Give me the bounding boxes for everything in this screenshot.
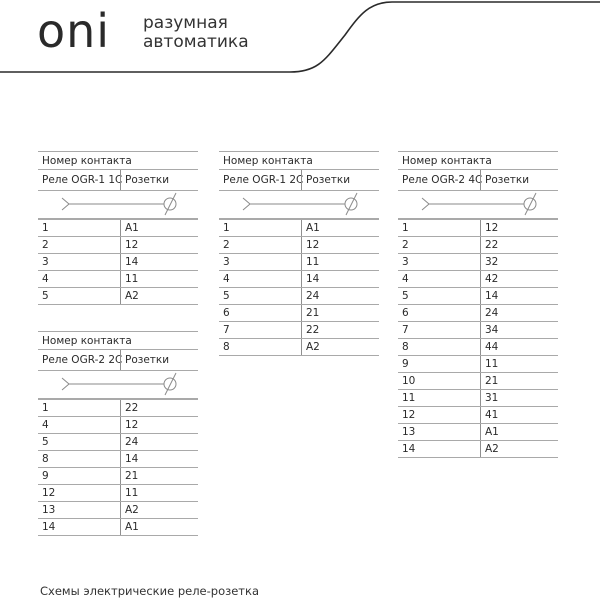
connection-diagram-row <box>398 191 558 220</box>
socket-contact: 32 <box>480 254 558 270</box>
socket-contact: 14 <box>120 451 198 467</box>
table-row <box>38 220 198 237</box>
table-row <box>398 339 558 356</box>
table-row <box>398 373 558 390</box>
connection-diagram-row <box>38 191 198 220</box>
table-title: Номер контакта <box>42 154 132 167</box>
contact-table-ogr-2-4c <box>398 151 558 458</box>
plug-to-socket-icon <box>38 191 198 218</box>
relay-header: Реле OGR-1 1C <box>42 174 123 186</box>
brand-tagline <box>143 14 249 52</box>
table-row <box>38 468 198 485</box>
contact-table-ogr-2-2c <box>38 331 198 536</box>
page-caption: Схемы электрические реле-розетка <box>40 584 259 598</box>
plug-to-socket-icon <box>398 191 558 218</box>
relay-contact: 12 <box>402 409 416 421</box>
table-row <box>38 519 198 536</box>
relay-contact: 2 <box>402 239 409 251</box>
relay-contact: 5 <box>223 290 230 302</box>
socket-contact: 11 <box>120 271 198 287</box>
relay-contact: 14 <box>42 521 56 533</box>
table-row <box>398 424 558 441</box>
table-row <box>219 271 379 288</box>
relay-contact: 13 <box>402 426 416 438</box>
socket-contact: 22 <box>120 400 198 416</box>
table-row <box>38 451 198 468</box>
relay-contact: 12 <box>42 487 56 499</box>
socket-contact: 12 <box>480 220 558 236</box>
socket-contact: 14 <box>480 288 558 304</box>
relay-contact: 8 <box>402 341 409 353</box>
table-title-row <box>38 151 198 170</box>
socket-contact: 12 <box>120 237 198 253</box>
relay-contact: 5 <box>402 290 409 302</box>
plug-to-socket-icon <box>38 371 198 398</box>
socket-contact: A1 <box>120 220 198 236</box>
socket-contact: 12 <box>301 237 379 253</box>
socket-contact: 21 <box>301 305 379 321</box>
socket-contact: 34 <box>480 322 558 338</box>
socket-contact: A1 <box>301 220 379 236</box>
relay-contact: 6 <box>402 307 409 319</box>
table-row <box>219 305 379 322</box>
table-header-row <box>38 350 198 371</box>
relay-header: Реле OGR-2 4C <box>402 174 483 186</box>
table-row <box>398 390 558 407</box>
socket-contact: A2 <box>120 502 198 518</box>
relay-contact: 9 <box>42 470 49 482</box>
table-row <box>38 237 198 254</box>
socket-contact: 11 <box>480 356 558 372</box>
table-row <box>219 288 379 305</box>
table-row <box>398 271 558 288</box>
table-row <box>38 434 198 451</box>
socket-contact: 12 <box>120 417 198 433</box>
socket-contact: 31 <box>480 390 558 406</box>
relay-contact: 7 <box>402 324 409 336</box>
contact-table-ogr-1-1c <box>38 151 198 305</box>
relay-header: Реле OGR-1 2C <box>223 174 304 186</box>
table-row <box>398 305 558 322</box>
relay-contact: 1 <box>223 222 230 234</box>
table-title-row <box>398 151 558 170</box>
table-row <box>38 288 198 305</box>
connection-diagram-row <box>38 371 198 400</box>
tagline-line-1: разумная <box>143 13 228 33</box>
socket-contact: A2 <box>120 288 198 304</box>
table-row <box>38 400 198 417</box>
table-row <box>38 485 198 502</box>
plug-to-socket-icon <box>219 191 379 218</box>
relay-contact: 5 <box>42 436 49 448</box>
socket-header: Розетки <box>120 170 198 190</box>
socket-contact: 21 <box>120 468 198 484</box>
contact-table-ogr-1-2c <box>219 151 379 356</box>
table-row <box>38 417 198 434</box>
socket-contact: 22 <box>480 237 558 253</box>
relay-header: Реле OGR-2 2C <box>42 354 123 366</box>
relay-contact: 1 <box>402 222 409 234</box>
table-row <box>398 356 558 373</box>
relay-contact: 3 <box>223 256 230 268</box>
relay-contact: 11 <box>402 392 416 404</box>
socket-header: Розетки <box>301 170 379 190</box>
socket-header: Розетки <box>120 350 198 370</box>
relay-contact: 14 <box>402 443 416 455</box>
table-row <box>38 271 198 288</box>
table-title: Номер контакта <box>223 154 313 167</box>
socket-contact: 11 <box>301 254 379 270</box>
socket-contact: 21 <box>480 373 558 389</box>
table-row <box>398 237 558 254</box>
table-header-row <box>38 170 198 191</box>
socket-contact: A2 <box>480 441 558 457</box>
connection-diagram-row <box>219 191 379 220</box>
relay-contact: 8 <box>42 453 49 465</box>
table-row <box>398 441 558 458</box>
relay-contact: 9 <box>402 358 409 370</box>
relay-contact: 2 <box>42 239 49 251</box>
table-row <box>398 220 558 237</box>
table-header-row <box>398 170 558 191</box>
brand-logo: oni <box>37 4 111 58</box>
relay-contact: 1 <box>42 402 49 414</box>
relay-contact: 2 <box>223 239 230 251</box>
relay-contact: 4 <box>42 419 49 431</box>
socket-contact: 42 <box>480 271 558 287</box>
socket-contact: A2 <box>301 339 379 355</box>
relay-contact: 1 <box>42 222 49 234</box>
socket-contact: 11 <box>120 485 198 501</box>
relay-contact: 4 <box>223 273 230 285</box>
table-header-row <box>219 170 379 191</box>
socket-contact: 24 <box>301 288 379 304</box>
table-title: Номер контакта <box>402 154 492 167</box>
socket-contact: 24 <box>120 434 198 450</box>
relay-contact: 4 <box>42 273 49 285</box>
table-title-row <box>219 151 379 170</box>
table-row <box>219 220 379 237</box>
socket-contact: 41 <box>480 407 558 423</box>
relay-contact: 8 <box>223 341 230 353</box>
table-row <box>398 407 558 424</box>
relay-contact: 3 <box>42 256 49 268</box>
relay-contact: 4 <box>402 273 409 285</box>
table-row <box>219 322 379 339</box>
table-row <box>38 254 198 271</box>
socket-contact: 44 <box>480 339 558 355</box>
socket-contact: 14 <box>301 271 379 287</box>
socket-contact: 24 <box>480 305 558 321</box>
table-row <box>398 254 558 271</box>
table-row <box>219 254 379 271</box>
relay-contact: 6 <box>223 307 230 319</box>
table-title-row <box>38 331 198 350</box>
socket-contact: A1 <box>120 519 198 535</box>
table-row <box>219 237 379 254</box>
table-title: Номер контакта <box>42 334 132 347</box>
relay-contact: 7 <box>223 324 230 336</box>
socket-contact: A1 <box>480 424 558 440</box>
table-row <box>398 322 558 339</box>
socket-header: Розетки <box>480 170 558 190</box>
table-row <box>219 339 379 356</box>
table-row <box>398 288 558 305</box>
socket-contact: 22 <box>301 322 379 338</box>
relay-contact: 3 <box>402 256 409 268</box>
table-row <box>38 502 198 519</box>
relay-contact: 10 <box>402 375 416 387</box>
tagline-line-2: автоматика <box>143 32 249 52</box>
relay-contact: 5 <box>42 290 49 302</box>
socket-contact: 14 <box>120 254 198 270</box>
relay-contact: 13 <box>42 504 56 516</box>
